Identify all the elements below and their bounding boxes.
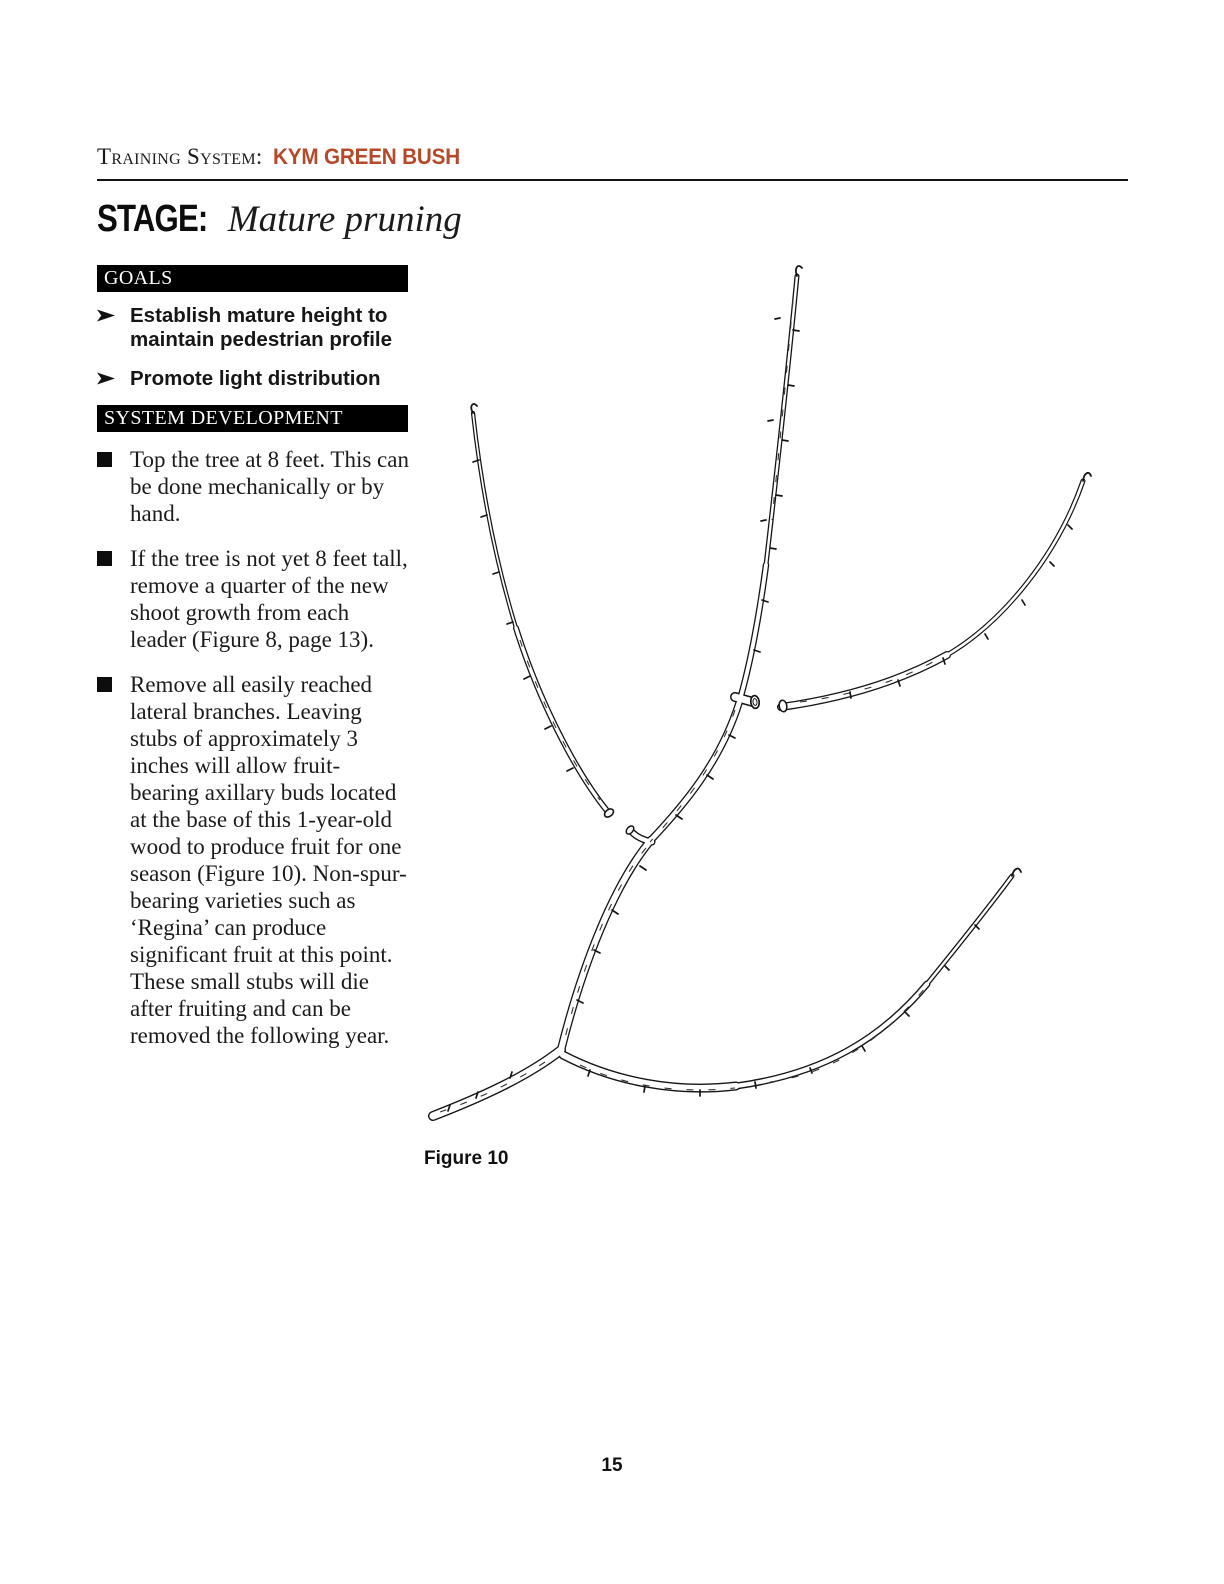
goal-text: Establish mature height to maintain pedestrian profile	[130, 304, 392, 351]
filled-square-icon	[97, 677, 112, 692]
training-system-value: KYM GREEN BUSH	[272, 144, 460, 169]
list-item	[97, 446, 409, 527]
arrowhead-right-icon	[97, 371, 115, 386]
stage-heading	[97, 198, 462, 241]
branch-interior	[947, 481, 1083, 655]
branch-interior	[736, 984, 927, 1086]
pruning-cuts	[603, 695, 788, 835]
goals-section-heading: GOALS	[97, 265, 408, 292]
branch-interior	[927, 876, 1012, 984]
branch-interior	[651, 703, 739, 840]
sketch-dashes	[440, 300, 940, 1112]
sd-text: Top the tree at 8 feet. This can be done mechanically or by hand.	[130, 447, 409, 526]
cut-face-inner	[753, 698, 758, 705]
filled-square-icon	[97, 452, 112, 467]
left-branch	[516, 628, 608, 812]
branch-outlines	[433, 276, 1083, 1116]
arrowhead-right-icon	[97, 308, 115, 323]
list-item	[97, 671, 409, 1049]
figure-caption: Figure 10	[424, 1148, 509, 1169]
sketch-dash	[800, 658, 940, 702]
central-leader	[561, 840, 651, 1050]
removed-branch	[947, 481, 1083, 655]
sketch-dash	[770, 982, 930, 1082]
sketch-dash	[563, 848, 646, 1046]
central-leader	[651, 703, 739, 840]
sd-text: If the tree is not yet 8 feet tall, remove a quarter of the new shoot growth from each leader (Figure 8, page 13).	[130, 546, 408, 652]
page-number: 15	[601, 1455, 623, 1476]
list-item	[97, 545, 409, 653]
left-branch	[473, 413, 516, 628]
sd-text: Remove all easily reached lateral branches. Leaving stubs of approximately 3 inches will allow fruit-bearing axillary buds located at the base of this 1-year-old wood to produce fruit for one season (Figure 10). Non-spur-bearing varieties such as ‘Regina’ can produce significant fruit at this point. These small stubs will die after fruiting and can be removed the following year.	[130, 672, 407, 1048]
branch-interior	[561, 840, 651, 1050]
goals-list	[97, 304, 397, 406]
stage-title: Mature pruning	[227, 199, 462, 240]
branch-interior	[473, 413, 516, 628]
list-item	[97, 304, 397, 352]
page-header	[97, 144, 1128, 181]
system-development-list	[97, 446, 409, 1067]
goal-text: Promote light distribution	[130, 367, 381, 390]
removed-branch	[781, 655, 947, 707]
sketch-dash	[520, 640, 600, 800]
stage-label: STAGE:	[97, 198, 208, 240]
system-development-section-heading: SYSTEM DEVELOPMENT	[97, 405, 408, 432]
filled-square-icon	[97, 551, 112, 566]
training-system-label: Training System:	[97, 144, 263, 169]
bud-ticks	[448, 318, 1072, 1111]
terminal-buds	[471, 266, 1091, 876]
branch-interior	[516, 628, 608, 812]
list-item	[97, 367, 397, 391]
branch-interiors	[433, 276, 1083, 1116]
branch-drawing	[420, 250, 1120, 1160]
lower-right-branch	[736, 984, 927, 1086]
figure-10	[420, 250, 1120, 1160]
